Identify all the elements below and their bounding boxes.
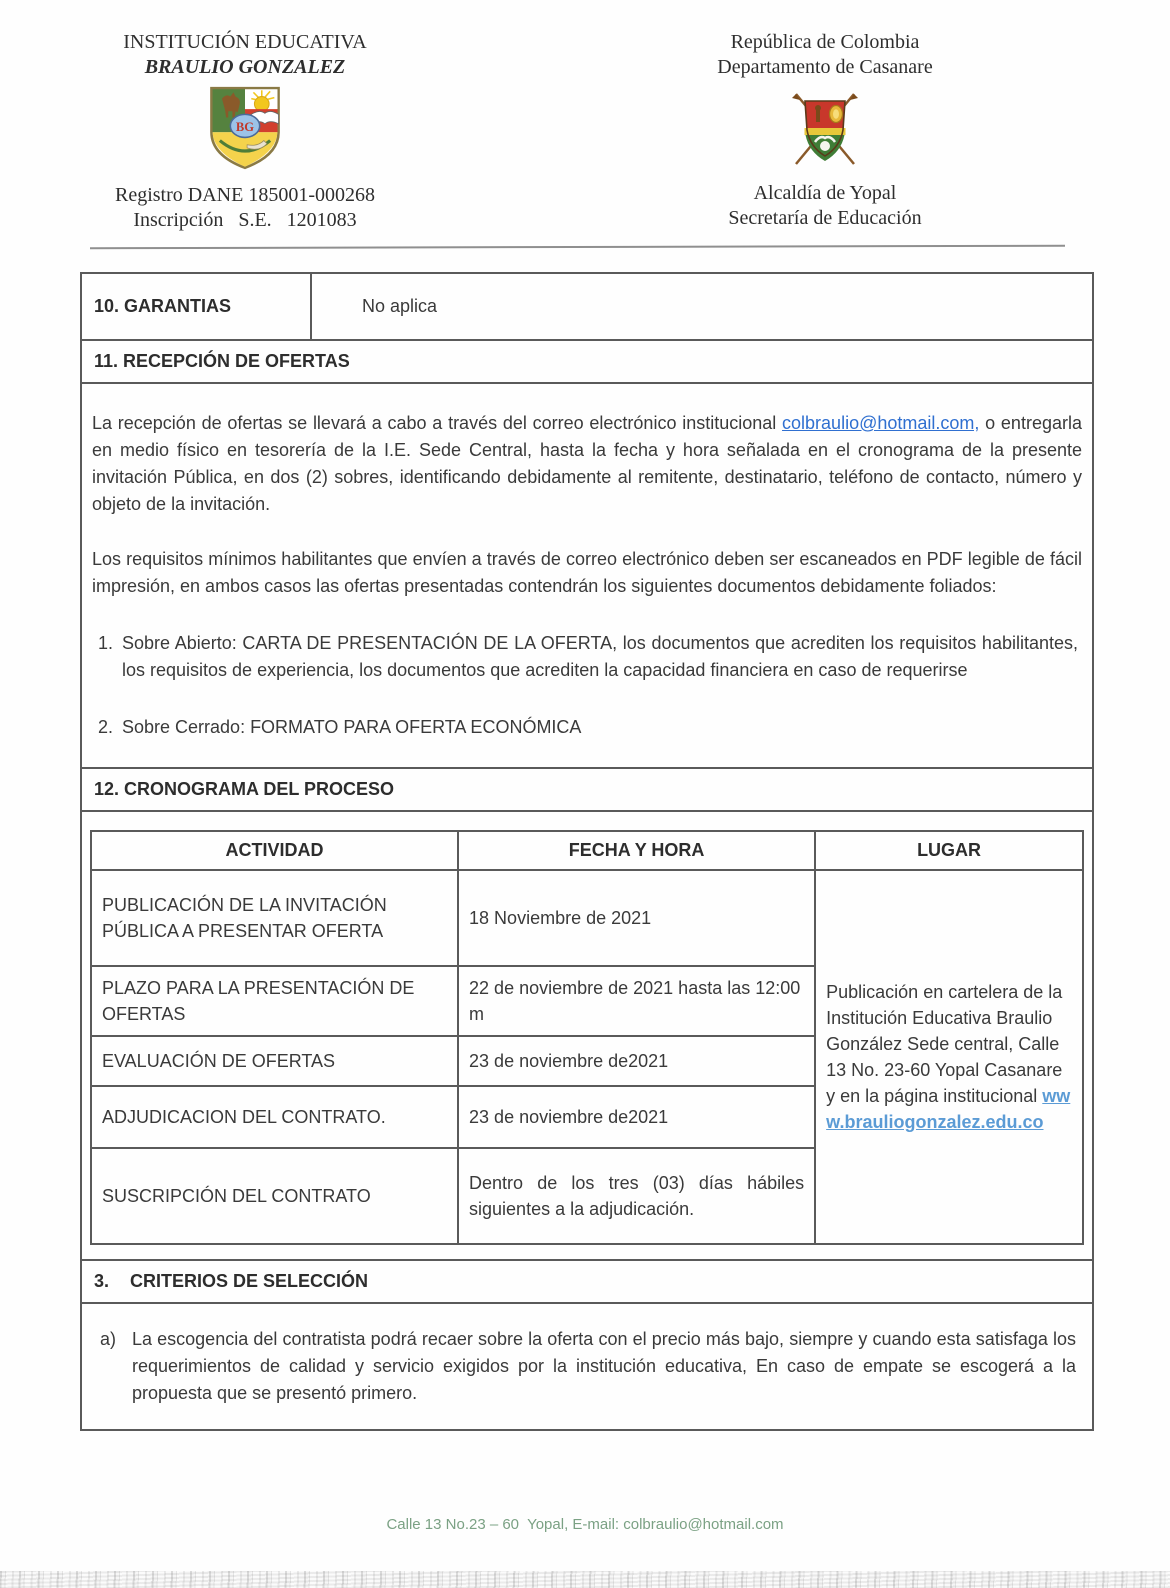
svg-text:BG: BG [235,120,255,135]
secretaria-line: Secretaría de Educación [728,207,922,229]
column-header-lugar: LUGAR [815,831,1083,870]
page-footer: Calle 13 No.23 – 60 Yopal, E-mail: colbraulio@hotmail.com [386,1516,784,1533]
inscripcion-se: Inscripción S.E. 1201083 [133,209,357,231]
lugar-cell [815,870,1083,1244]
fecha-cell: 23 de noviembre de2021 [458,1036,815,1086]
actividad-cell: PLAZO PARA LA PRESENTACIÓN DE OFERTAS [91,966,458,1036]
cronograma-header-row [91,831,1083,870]
criterios-item [92,1326,1082,1407]
recepcion-list [92,630,1082,741]
table-row [91,870,1083,966]
list-item-text: Sobre Abierto: CARTA DE PRESENTACIÓN DE LA OFERTA, los documentos que acrediten los requisitos habilitantes, los requisitos de experiencia, los documentos que acrediten la capacidad financiera en caso de requerirse [122,633,1078,680]
school-crest-icon [95,84,395,177]
column-header-fecha: FECHA Y HORA [458,831,815,870]
recepcion-paragraph-1 [92,410,1082,518]
scanner-noise-strip [0,1571,1170,1588]
republica-line: República de Colombia [730,31,920,53]
criterios-item-letter: a) [100,1329,117,1349]
lugar-text: Publicación en cartelera de la Institución Educativa Braulio González Sede central, Calle 13 No. 23-60 Yopal Casanare y en la página institucional [826,982,1063,1106]
list-item-number: 1. [98,633,114,653]
website-link[interactable]: www.brauliogonzalez.edu.co [826,1086,1071,1132]
document-table [80,272,1094,1431]
recepcion-body [82,384,1092,769]
list-item-number: 2. [98,717,114,737]
actividad-cell: PUBLICACIÓN DE LA INVITACIÓN PÚBLICA A PRESENTAR OFERTA [91,870,458,966]
recepcion-p1-before: La recepción de ofertas se llevará a cabo a través del correo electrónico institucional [92,413,783,433]
garantias-row [82,274,1092,341]
list-item-text: Sobre Cerrado: FORMATO PARA OFERTA ECONÓMICA [122,717,582,737]
garantias-label: 10. GARANTIAS [82,274,312,339]
fecha-cell: 18 Noviembre de 2021 [458,870,815,966]
fecha-cell: Dentro de los tres (03) días hábiles siguientes a la adjudicación. [458,1148,815,1244]
list-item [92,630,1082,684]
criterios-body [82,1304,1092,1429]
alcaldia-line: Alcaldía de Yopal [753,182,897,204]
cronograma-heading: 12. CRONOGRAMA DEL PROCESO [82,769,1092,812]
actividad-cell: EVALUACIÓN DE OFERTAS [91,1036,458,1086]
registro-dane: Registro DANE 185001-000268 [115,184,375,206]
fecha-cell: 23 de noviembre de2021 [458,1086,815,1148]
fecha-cell: 22 de noviembre de 2021 hasta las 12:00 m [458,966,815,1036]
column-header-actividad: ACTIVIDAD [91,831,458,870]
email-link[interactable]: colbraulio@hotmail.com, [782,413,980,433]
government-header [680,30,970,231]
header-divider [90,245,1065,250]
criterios-heading [82,1261,1092,1304]
list-item [92,714,1082,741]
institution-header [95,30,395,233]
cronograma-table [90,830,1084,1245]
criterios-number: 3. [94,1271,110,1291]
criterios-item-text: La escogencia del contratista podrá recaer sobre la oferta con el precio más bajo, siempre y cuando esta satisfaga los requerimientos de calidad y servicio exigidos por la institución educativa, En caso de empate se escogerá a la propuesta que se presentó primero. [132,1329,1076,1403]
cronograma-body [82,812,1092,1261]
departamento-line: Departamento de Casanare [717,56,933,78]
institution-name-line2: BRAULIO GONZALEZ [144,56,346,78]
recepcion-p1-after: o entregarla en medio físico en tesorería de la I.E. Sede Central, hasta la fecha y hora señalada en el cronograma de la presente invitación Pública, en dos (2) sobres, identificando debidamente al remitente, destinatario, teléfono de contacto, número y objeto de la invitación. [92,413,1082,514]
recepcion-paragraph-2: Los requisitos mínimos habilitantes que envíen a través de correo electrónico deben ser escaneados en PDF legible de fácil impresión, en ambos casos las ofertas presentadas contendrán los siguientes documentos debidamente foliados: [92,549,1082,596]
actividad-cell: SUSCRIPCIÓN DEL CONTRATO [91,1148,458,1244]
yopal-crest-icon [680,84,970,175]
criterios-title: CRITERIOS DE SELECCIÓN [130,1271,369,1291]
institution-name-line1: INSTITUCIÓN EDUCATIVA [123,31,367,53]
recepcion-heading: 11. RECEPCIÓN DE OFERTAS [82,341,1092,384]
actividad-cell: ADJUDICACION DEL CONTRATO. [91,1086,458,1148]
garantias-value: No aplica [362,296,438,316]
